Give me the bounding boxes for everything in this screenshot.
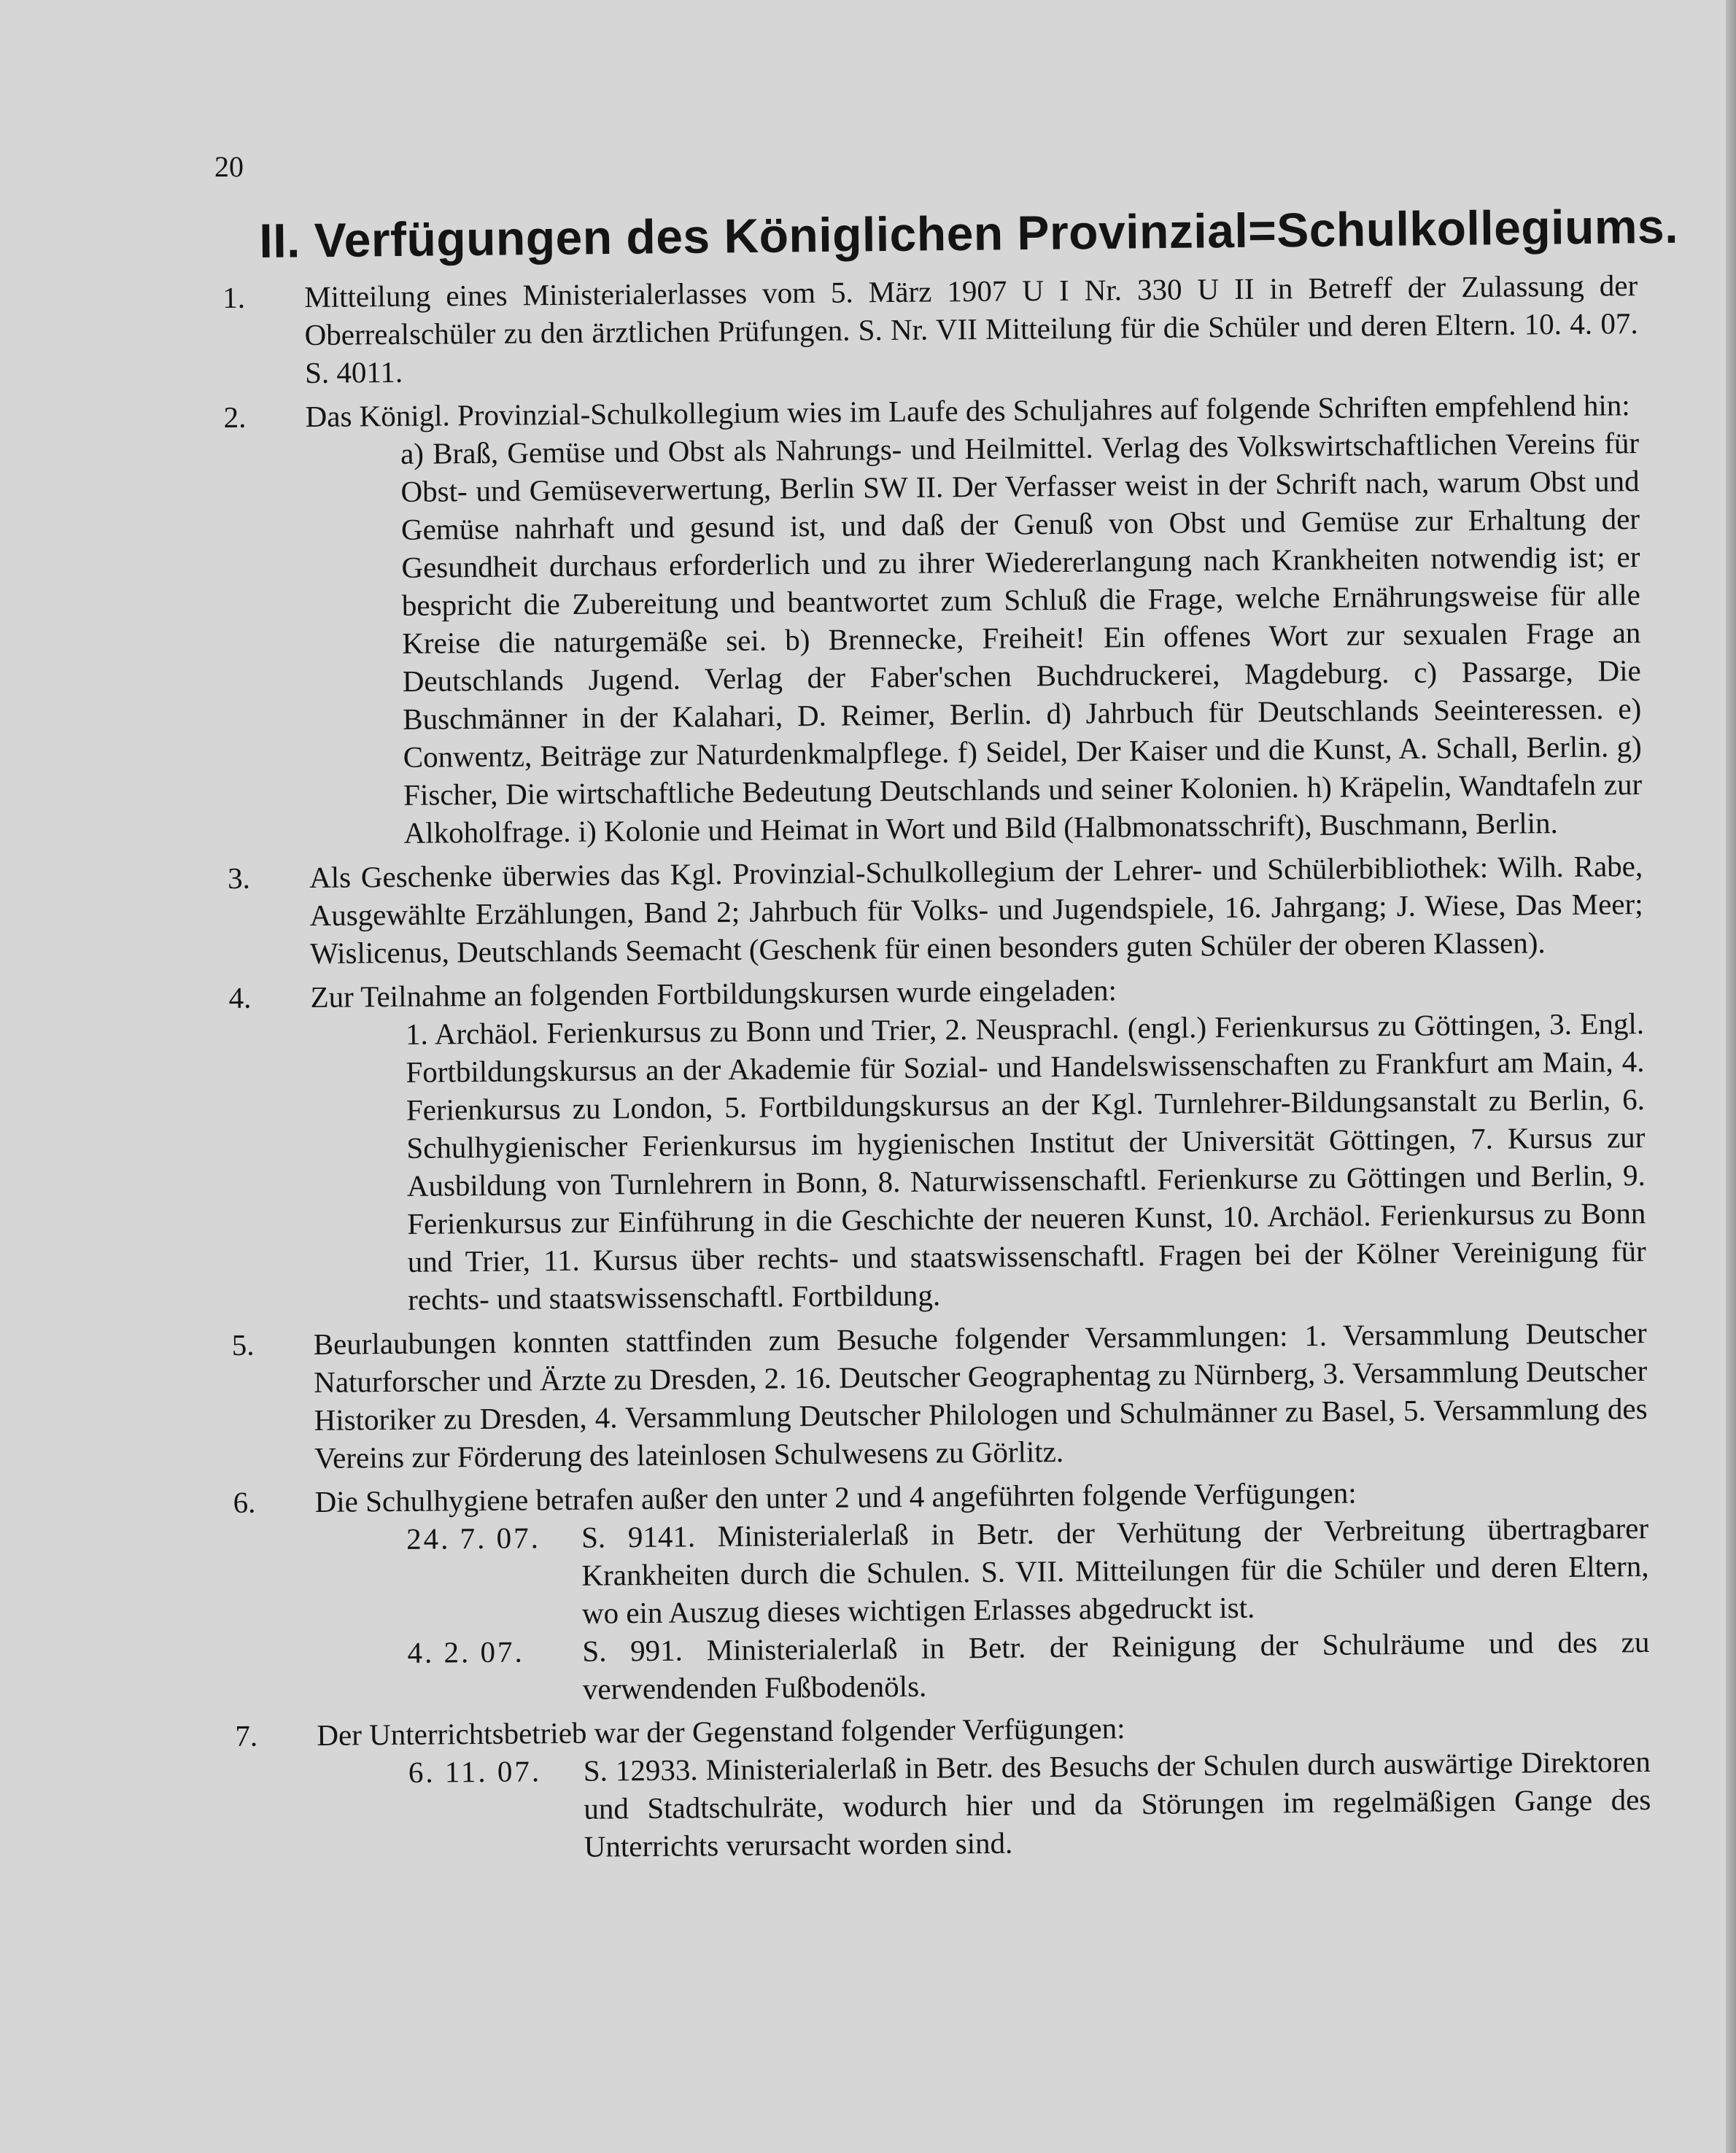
decree-text: S. 991. Ministerialerlaß in Betr. der Reinigung der Schulräume und des zu verwendenden Fußbodenöls. (582, 1624, 1650, 1706)
item-intro: Der Unterrichtsbetrieb war der Gegenstand folgender Verfügungen: (317, 1711, 1125, 1752)
decree-list (317, 1742, 1651, 1868)
decree-entry (408, 1742, 1651, 1867)
section-heading: II. Verfügungen des Königlichen Provinzial=Schulkollegiums. (259, 198, 1679, 268)
item-number: 7. (235, 1718, 258, 1753)
item-number: 5. (231, 1327, 255, 1362)
item-number: 1. (222, 280, 246, 314)
list-item-2 (223, 386, 1642, 853)
item-text: Als Geschenke überwies das Kgl. Provinzial-Schulkollegium der Lehrer- und Schülerbibliothek: Wilh. Rabe, Ausgewählte Erzählungen, Band 2; Jahrbuch für Volks- und Jugendspiele, 16. Jahrgang; J. Wiese, Das Meer; Wislicenus, Deutschlands Seemacht (Geschenk für einen besonders guten Schüler der oberen Klassen). (309, 849, 1643, 970)
list-item-6 (233, 1471, 1650, 1711)
decree-date: 24. 7. 07. (406, 1521, 541, 1556)
page-edge (1726, 0, 1736, 2153)
item-text: Mitteilung eines Ministerialerlasses vom 5. März 1907 U I Nr. 330 U II in Betreff der Zulassung der Oberrealschüler zu den ärztlichen Prüfungen. S. Nr. VII Mitteilung für die Schüler und deren Eltern. 10. 4. 07. S. 4011. (304, 268, 1638, 390)
decree-list (315, 1509, 1650, 1710)
decree-entry (406, 1509, 1649, 1634)
decree-text: S. 12933. Ministerialerlaß in Betr. des Besuchs der Schulen durch auswärtige Direktoren und Stadtschulräte, wodurch hier und da Störungen im regelmäßigen Gange des Unterrichts verursacht worden sind. (583, 1744, 1651, 1863)
page-body (222, 266, 1651, 1869)
list-item-1 (222, 266, 1638, 392)
item-subtext: a) Braß, Gemüse und Obst als Nahrungs- und Heilmittel. Verlag des Volkswirtschaftlichen Vereins für Obst- und Gemüseverwertung, Berlin SW II. Der Verfasser weist in der Schrift nach, warum Obst und Gemüse nahrhaft und gesund ist, und daß der Genuß von Obst und Gemüse zur Erhaltung der Gesundheit durchaus erforderlich und zu ihrer Wiedererlangung nach Krankheiten notwendig ist; er bespricht die Zubereitung und beantwortet zum Schluß die Frage, welche Ernährungsweise für alle Kreise die naturgemäße sei. b) Brennecke, Freiheit! Ein offenes Wort zur sexualen Frage an Deutschlands Jugend. Verlag der Faber'schen Buchdruckerei, Magdeburg. c) Passarge, Die Buschmänner in der Kalahari, D. Reimer, Berlin. d) Jahrbuch für Deutschlands Seeinteressen. e) Conwentz, Beiträge zur Naturdenkmalpflege. f) Seidel, Der Kaiser und die Kunst, A. Schall, Berlin. g) Fischer, Die wirtschaftliche Bedeutung Deutschlands und seiner Kolonien. h) Kräpelin, Wandtafeln zur Alkoholfrage. i) Kolonie und Heimat in Wort und Bild (Halbmonatsschrift), Buschmann, Berlin. (400, 426, 1643, 850)
list-item-7 (235, 1704, 1651, 1869)
decree-date: 6. 11. 07. (408, 1754, 542, 1789)
item-subtext: 1. Archäol. Ferienkursus zu Bonn und Trier, 2. Neusprachl. (engl.) Ferienkursus zu Göttingen, 3. Engl. Fortbildungskursus an der Akademie für Sozial- und Handelswissenschaften zu Frankfurt am Main, 4. Ferienkursus zu London, 5. Fortbildungskursus an der Kgl. Turnlehrer-Bildungsanstalt zu Berlin, 6. Schulhygienischer Ferienkursus im hygienischen Institut der Universität Göttingen, 7. Kursus zur Ausbildung von Turnlehrern in Bonn, 8. Naturwissenschaftl. Ferienkurse zu Göttingen und Berlin, 9. Ferienkursus zur Einführung in die Geschichte der neueren Kunst, 10. Archäol. Ferienkursus zu Bonn und Trier, 11. Kursus über rechts- und staatswissenschaftl. Fragen bei der Kölner Vereinigung für rechts- und staatswissenschaftl. Fortbildung. (405, 1006, 1646, 1316)
list-item-5 (232, 1314, 1648, 1478)
decree-date: 4. 2. 07. (407, 1634, 524, 1669)
decree-entry (407, 1623, 1650, 1710)
item-number: 6. (233, 1485, 256, 1519)
page-number: 20 (214, 150, 244, 183)
list-item-4 (228, 966, 1646, 1320)
item-number: 4. (228, 980, 252, 1015)
item-intro: Das Königl. Provinzial-Schulkollegium wies im Laufe des Schuljahres auf folgende Schriften empfehlend hin: (305, 388, 1630, 434)
item-intro: Zur Teilnahme an folgenden Fortbildungskursen wurde eingeladen: (310, 973, 1117, 1014)
item-number: 2. (223, 400, 247, 434)
list-item-3 (228, 847, 1643, 973)
item-number: 3. (227, 861, 251, 895)
decree-text: S. 9141. Ministerialerlaß in Betr. der Verhütung der Verbreitung übertragbarer Krankheiten durch die Schulen. S. VII. Mitteilungen für die Schüler und deren Eltern, wo ein Auszug dieses wichtigen Erlasses abgedruckt ist. (581, 1511, 1649, 1630)
item-intro: Die Schulhygiene betrafen außer den unter 2 und 4 angeführten folgende Verfügungen: (314, 1475, 1357, 1518)
item-text: Beurlaubungen konnten stattfinden zum Besuche folgender Versammlungen: 1. Versammlung Deutscher Naturforscher und Ärzte zu Dresden, 2. 16. Deutscher Geographentag zu Nürnberg, 3. Versammlung Deutscher Historiker zu Dresden, 4. Versammlung Deutscher Philologen und Schulmänner zu Basel, 5. Versammlung des Vereins zur Förderung des lateinlosen Schulwesens zu Görlitz. (313, 1316, 1648, 1475)
